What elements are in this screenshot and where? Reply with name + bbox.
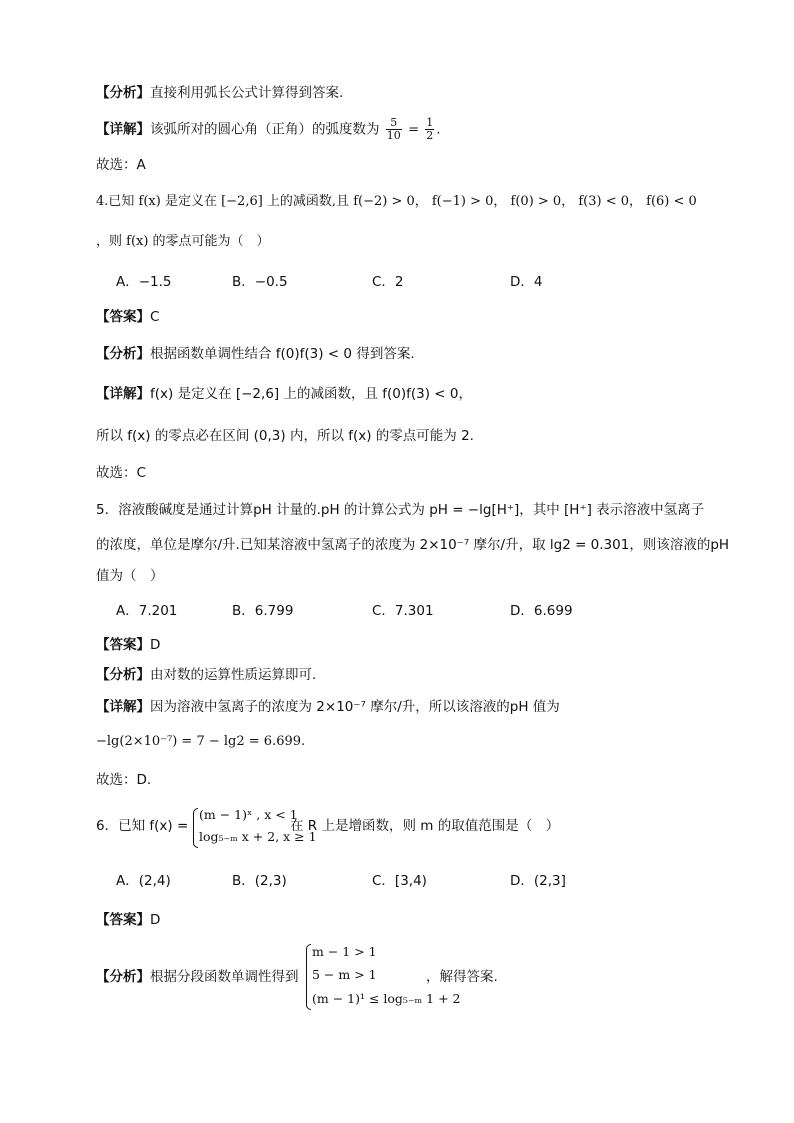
q5-option-c: C．7.301 xyxy=(372,603,434,619)
q5-option-d: D．6.699 xyxy=(510,603,573,619)
q4-stem-line2: ，则 f(x) 的零点可能为（ ） xyxy=(96,234,270,249)
q4-detail: 【详解】f(x) 是定义在 [−2,6] 上的减函数，且 f(0)f(3) < 0， xyxy=(96,386,472,402)
fraction: $\frac{1}{2}$ xyxy=(426,116,434,142)
q4-analysis: 【分析】根据函数单调性结合 f(0)f(3) < 0 得到答案. xyxy=(96,346,415,362)
q6-option-d: D．(2,3] xyxy=(510,873,566,889)
q6-stem-suffix: 在 R 上是增函数，则 m 的取值范围是（ ） xyxy=(290,818,560,834)
q6-option-c: C．[3,4) xyxy=(372,873,427,889)
q6-system-3: (m − 1)¹ ≤ log₅₋ₘ 1 + 2 xyxy=(312,991,461,1006)
q6-system-1: m − 1 > 1 xyxy=(312,944,377,959)
brace xyxy=(306,944,311,1010)
q5-detail: 【详解】因为溶液中氢离子的浓度为 2×10⁻⁷ 摩尔/升，所以该溶液的pH 值为 xyxy=(96,699,560,715)
q6-system-2: 5 − m > 1 xyxy=(312,967,377,982)
analysis-tag: 【分析】 xyxy=(96,85,150,101)
q4-answer: 【答案】C xyxy=(96,309,160,325)
detail-tag: 【详解】 xyxy=(96,121,150,138)
q5-option-b: B．6.799 xyxy=(232,603,294,619)
q3-choice: 故选：A xyxy=(96,157,146,173)
q4-option-a: A．−1.5 xyxy=(116,274,172,290)
q4-option-b: B．−0.5 xyxy=(232,274,288,290)
brace xyxy=(193,808,198,848)
q4-option-d: D．4 xyxy=(510,274,543,290)
q4-option-c: C．2 xyxy=(372,274,404,290)
q6-answer: 【答案】D xyxy=(96,912,161,928)
q4-detail-line2: 所以 f(x) 的零点必在区间 (0,3) 内，所以 f(x) 的零点可能为 2. xyxy=(96,428,474,444)
q6-case2: log₅₋ₘ x + 2, x ≥ 1 xyxy=(199,829,317,844)
q6-analysis: 【分析】根据分段函数单调性得到 xyxy=(96,969,299,985)
q5-stem-line3: 值为（ ） xyxy=(96,568,164,584)
q5-stem-line1: 5．溶液酸碱度是通过计算pH 计量的.pH 的计算公式为 pH = −lg[H⁺]，其中 [H⁺] 表示溶液中氢离子 xyxy=(96,502,705,518)
fraction: $\frac{5}{10}$ xyxy=(386,116,401,142)
q3-analysis xyxy=(96,83,343,103)
detail-text: 该弧所对的圆心角（正角）的弧度数为 xyxy=(150,121,380,138)
q5-analysis: 【分析】由对数的运算性质运算即可. xyxy=(96,667,317,683)
q6-option-a: A．(2,4) xyxy=(116,873,171,889)
q6-option-b: B．(2,3) xyxy=(232,873,287,889)
q5-choice: 故选：D. xyxy=(96,772,152,788)
q5-option-a: A．7.201 xyxy=(116,603,178,619)
q4-choice: 故选：C xyxy=(96,465,146,481)
q5-answer: 【答案】D xyxy=(96,637,161,653)
analysis-text: 直接利用弧长公式计算得到答案. xyxy=(150,85,344,101)
q6-analysis-end: ，解得答案. xyxy=(426,969,498,985)
q3-detail: 【详解】该弧所对的圆心角（正角）的弧度数为 $\frac{5}{10}$ = $\frac{1}{2}$ . xyxy=(96,116,441,142)
q6-case1: (m − 1)ˣ , x < 1 xyxy=(199,807,298,822)
q4-stem-line1: 4.已知 f(x) 是定义在 [−2,6] 上的减函数,且 f(−2) > 0， f(−1) > 0， f(0) > 0， f(3) < 0， f(6) < 0 xyxy=(96,194,697,209)
q5-detail-line2: −lg(2×10⁻⁷) = 7 − lg2 = 6.699. xyxy=(96,734,306,749)
q5-stem-line2: 的浓度，单位是摩尔/升.已知某溶液中氢离子的浓度为 2×10⁻⁷ 摩尔/升，取 lg2 = 0.301，则该溶液的pH xyxy=(96,537,730,553)
q6-stem-prefix: 6．已知 f(x) = xyxy=(96,818,189,834)
